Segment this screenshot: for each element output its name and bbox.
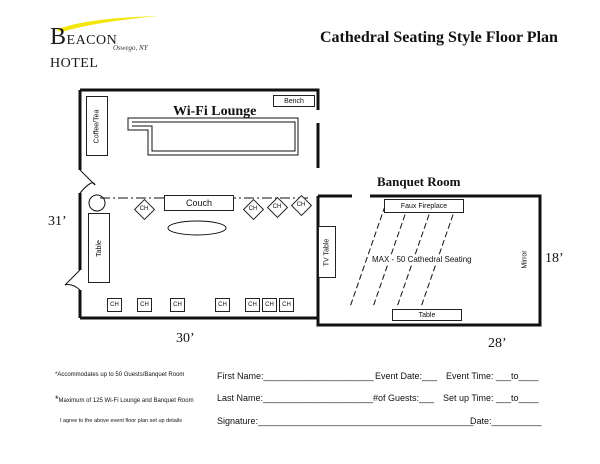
mirror-label: Mirror — [521, 249, 529, 269]
note-agreement: I agree to the above event floor plan set up details — [60, 418, 182, 424]
tv-table-label: TV Table — [323, 238, 331, 266]
wifi-lounge-label: Wi-Fi Lounge — [173, 104, 257, 119]
table-left — [88, 213, 110, 283]
dimension-left-height: 31’ — [48, 214, 67, 229]
dimension-right-height: 18’ — [545, 251, 564, 266]
seating-label: MAX - 50 Cathedral Seating — [372, 255, 472, 264]
diamond-chair-label-4: CH — [296, 202, 306, 208]
chair-bottom-5: CH — [245, 298, 260, 312]
signature-field[interactable]: Signature:___________________________________________ — [217, 416, 474, 426]
event-time-field[interactable]: Event Time: ___to____ — [446, 371, 539, 381]
note-star: * — [55, 394, 59, 404]
coffee-tea-label: Coffee/Tea — [93, 109, 101, 143]
chair-bottom-6: CH — [262, 298, 277, 312]
chair-bottom-3: CH — [170, 298, 185, 312]
banquet-room-label: Banquet Room — [377, 174, 461, 189]
logo-location: Oswego, NY — [113, 44, 148, 52]
table-left-label: Table — [95, 239, 103, 257]
tv-table — [318, 226, 336, 278]
diamond-chair-label-3: CH — [272, 204, 282, 210]
chair-bottom-1: CH — [107, 298, 122, 312]
logo-initial: B — [50, 24, 67, 50]
note-capacity-total — [55, 394, 194, 404]
coffee-tea-station — [86, 96, 108, 156]
note-capacity-banquet: *Accommodates up to 50 Guests/Banquet Room — [55, 372, 185, 378]
couch: Couch — [164, 195, 234, 211]
logo-name: EACON HOTEL — [50, 33, 118, 71]
first-name-field[interactable]: First Name:______________________ — [217, 371, 374, 381]
guest-count-field[interactable]: #of Guests:___ — [373, 393, 435, 403]
bench: Bench — [273, 95, 315, 107]
event-date-field[interactable]: Event Date:___ — [375, 371, 438, 381]
date-field[interactable]: Date:__________ — [470, 416, 542, 426]
setup-time-field[interactable]: Set up Time: ___to____ — [443, 393, 539, 403]
chair-bottom-4: CH — [215, 298, 230, 312]
chair-bottom-7: CH — [279, 298, 294, 312]
dimension-right-width: 28’ — [488, 336, 507, 351]
diamond-chair-label-1: CH — [139, 206, 149, 212]
note-capacity-text: Maximum of 125 Wi-Fi Lounge and Banquet Room — [58, 398, 194, 404]
page-title: Cathedral Seating Style Floor Plan — [320, 29, 558, 46]
dimension-left-width: 30’ — [176, 331, 195, 346]
faux-fireplace: Faux Fireplace — [384, 199, 464, 213]
last-name-field[interactable]: Last Name:______________________ — [217, 393, 374, 403]
chair-bottom-2: CH — [137, 298, 152, 312]
mirror — [514, 236, 536, 282]
table-bottom: Table — [392, 309, 462, 321]
diamond-chair-label-2: CH — [248, 206, 258, 212]
